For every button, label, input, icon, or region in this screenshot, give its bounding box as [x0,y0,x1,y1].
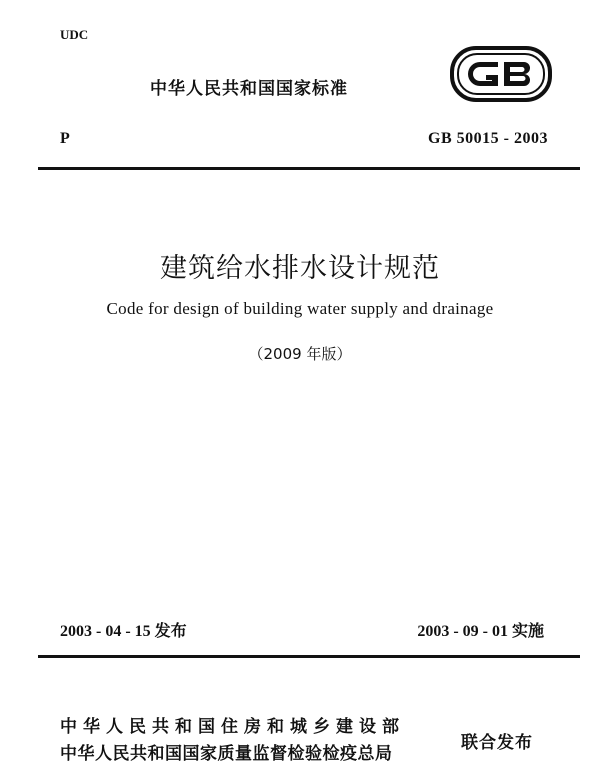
issue-label: 发布 [154,621,187,640]
publisher-line-2: 中华人民共和国国家质量监督检验检疫总局 [60,744,393,764]
classification-code: P [60,130,70,147]
issue-date-block [60,618,187,641]
edition-label: （2009 年版） [248,345,352,363]
bottom-divider [38,655,580,658]
issue-date: 2003 - 04 - 15 [60,623,151,640]
document-title-english: Code for design of building water supply and drainage [106,299,494,318]
document-title-chinese: 建筑给水排水设计规范 [160,253,440,284]
effective-date-block [417,618,544,641]
udc-label: UDC [60,27,89,42]
gb-logo-icon [450,46,552,102]
standard-number: GB 50015 - 2003 [428,130,548,147]
joint-publish-label: 联合发布 [461,733,533,753]
publisher-line-1: 中华人民共和国住房和城乡建设部 [60,717,405,737]
effective-date: 2003 - 09 - 01 [417,623,508,640]
top-divider [38,167,580,170]
standard-type-heading: 中华人民共和国国家标准 [150,79,348,99]
effective-label: 实施 [511,621,544,640]
